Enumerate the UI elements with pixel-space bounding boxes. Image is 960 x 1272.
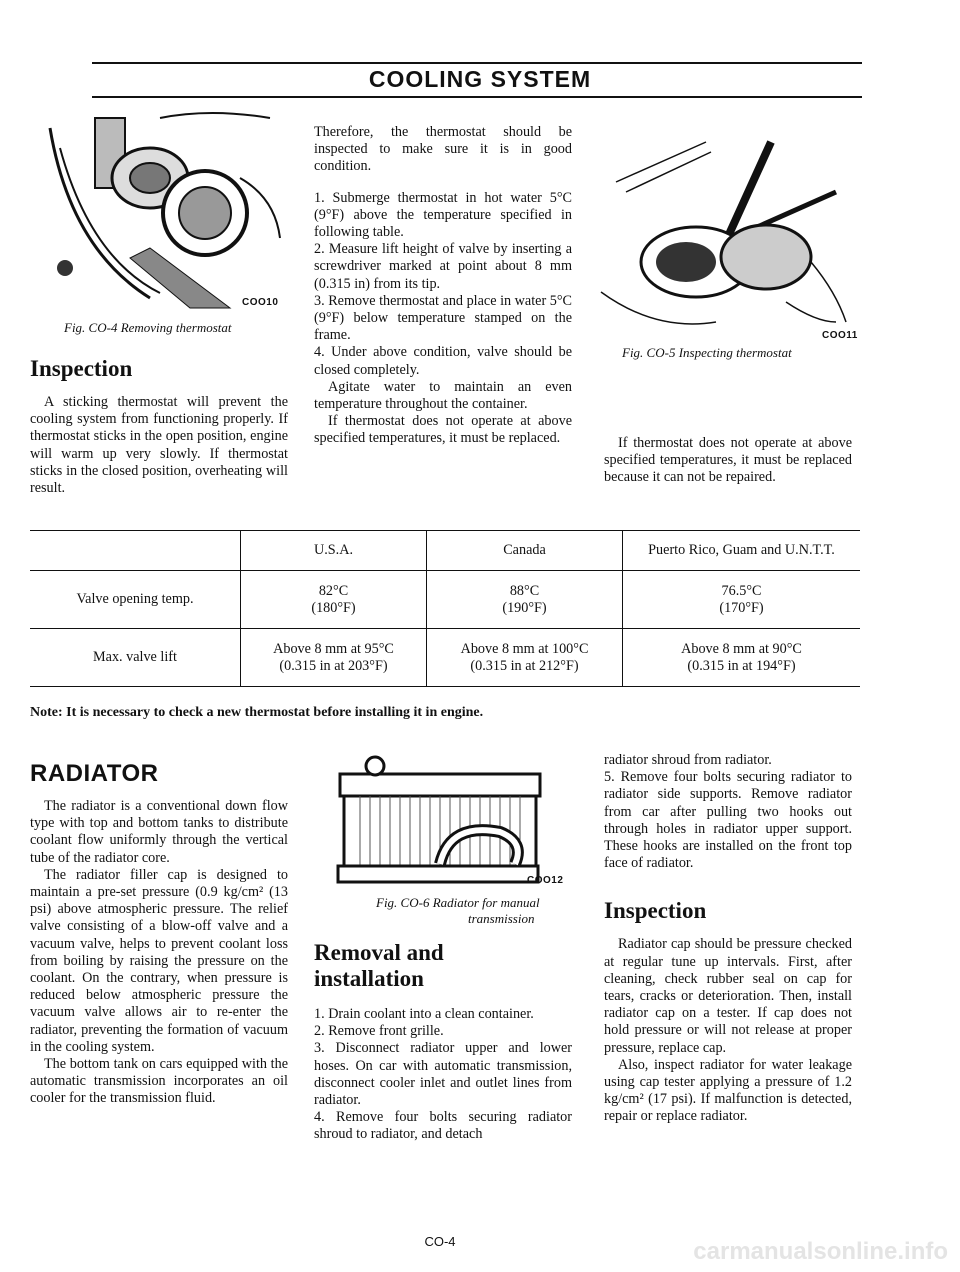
section-heading: Removal and — [314, 940, 444, 965]
table-value: (180°F) — [311, 599, 356, 616]
table-cell — [623, 629, 861, 687]
table-cell — [241, 629, 427, 687]
watermark: carmanualsonline.info — [693, 1238, 948, 1265]
table-value: 76.5°C — [721, 582, 762, 599]
step: 3. Disconnect radiator upper and lower hoses. On car with automatic transmission, disconnect cooler inlet and outlet lines from radiator. — [314, 1040, 572, 1109]
page-number: CO-4 — [424, 1234, 456, 1249]
page-title: COOLING SYSTEM — [368, 66, 592, 92]
paragraph: A sticking thermostat will prevent the cooling system from functioning properly. If thermostat sticks in the open position, engine will warm up very slowly. If thermostat sticks in the closed position, overheating will result. — [30, 394, 288, 497]
header-rule-top — [92, 62, 862, 64]
table-cell: Valve opening temp. — [76, 591, 194, 607]
paragraph: The bottom tank on cars equipped with the automatic transmission incorporates an oil cooler for the transmission fluid. — [30, 1056, 288, 1107]
figure-code: COO12 — [527, 875, 564, 886]
figure-caption: Fig. CO-6 Radiator for manual — [376, 895, 540, 910]
table-value: (0.315 in at 212°F) — [470, 657, 579, 674]
table-row — [30, 629, 860, 687]
step: 4. Under above condition, valve should be closed completely. — [314, 344, 572, 378]
paragraph: The radiator is a conventional down flow type with top and bottom tanks to distribute coolant flow uniformly through the vertical tube of the radiator core. — [30, 798, 288, 866]
table-value: (0.315 in at 203°F) — [279, 657, 388, 674]
figure-code: COO10 — [242, 297, 279, 308]
paragraph: Agitate water to maintain an even temperature throughout the container. — [314, 378, 572, 413]
table-value: (0.315 in at 194°F) — [687, 657, 796, 674]
paragraph: The radiator filler cap is designed to maintain a pre-set pressure (0.9 kg/cm² (13 psi) above atmospheric pressure. The relief valve consisting of a blow-off valve and a vacuum valve, helps to prevent coolant loss from boiling by raising the pressure on the coolant. On the contrary, when pressure is reduced below atmospheric pressure the vacuum valve allows air to re-enter the radiator, preventing the formation of vacuum in the cooling system. — [30, 866, 288, 1055]
step: 2. Measure lift height of valve by inserting a screwdriver marked at point about 8 mm (0.315 in) from its tip. — [314, 241, 572, 292]
step: 5. Remove four bolts securing radiator to radiator side supports. Remove radiator from car after pulling two hooks out through holes in radiator upper support. These hooks are installed on the front top face of radiator. — [604, 769, 852, 872]
table-header: Canada — [427, 531, 623, 571]
paragraph: Also, inspect radiator for water leakage using cap tester applying a pressure of 1.2 kg/cm² (17 psi). If malfunction is detected, repair or replace radiator. — [604, 1056, 852, 1125]
paragraph: radiator shroud from radiator. — [604, 752, 772, 768]
table-value: Above 8 mm at 90°C — [681, 640, 802, 657]
inspection-section — [30, 356, 288, 497]
figure-caption: transmission — [468, 911, 535, 926]
radiator-description — [30, 798, 288, 1108]
header-rule-bottom — [92, 96, 862, 98]
figure-caption: Fig. CO-5 Inspecting thermostat — [622, 345, 792, 360]
table-cell — [241, 571, 427, 629]
table-value: Above 8 mm at 95°C — [273, 640, 394, 657]
figure-caption: Fig. CO-4 Removing thermostat — [64, 320, 232, 335]
table-value: 82°C — [318, 582, 349, 599]
table-value: (190°F) — [502, 599, 547, 616]
paragraph: Therefore, the thermostat should be inspected to make sure it is in good condition. — [314, 124, 572, 175]
table-cell: Max. valve lift — [93, 649, 177, 665]
thermostat-replace-note — [604, 435, 852, 487]
thermostat-steps — [314, 124, 572, 448]
section-heading: Inspection — [30, 356, 133, 381]
step: 4. Remove four bolts securing radiator shroud to radiator, and detach — [314, 1109, 572, 1143]
table-header: U.S.A. — [241, 531, 427, 571]
section-heading: installation — [314, 966, 424, 991]
thermostat-inspection-illustration — [596, 132, 866, 337]
radiator-removal-continued — [604, 752, 852, 1126]
table-header: Puerto Rico, Guam and U.N.T.T. — [623, 531, 861, 571]
table-cell — [427, 629, 623, 687]
table-cell — [623, 571, 861, 629]
thermostat-spec-table — [30, 530, 860, 687]
table-header-row — [30, 531, 860, 571]
step: 3. Remove thermostat and place in water 5°C (9°F) below temperature stamped on the frame. — [314, 292, 572, 344]
note-text: Note: It is necessary to check a new thermostat before installing it in engine. — [30, 705, 484, 720]
radiator-illustration — [330, 752, 545, 887]
step: 1. Drain coolant into a clean container. — [314, 1006, 534, 1022]
figure-code: COO11 — [822, 330, 858, 341]
step: 1. Submerge thermostat in hot water 5°C (9°F) above the temperature specified in following table. — [314, 189, 572, 241]
removal-section — [314, 940, 572, 1144]
table-cell — [427, 571, 623, 629]
section-heading: Inspection — [604, 898, 707, 924]
table-row — [30, 571, 860, 629]
paragraph: If thermostat does not operate at above specified temperatures, it must be replaced because it can not be repaired. — [604, 435, 852, 486]
table-value: Above 8 mm at 100°C — [460, 640, 589, 657]
table-header — [30, 531, 241, 571]
table-value: (170°F) — [719, 599, 764, 616]
paragraph: Radiator cap should be pressure checked at regular tune up intervals. First, after cleaning, check rubber seal on cap for tears, cracks or deterioration. Then, install radiator cap on a tester. If cap does not hold pressure or will not release at proper pressure, replace cap. — [604, 936, 852, 1056]
table-value: 88°C — [509, 582, 540, 599]
step: 2. Remove front grille. — [314, 1023, 444, 1040]
paragraph: If thermostat does not operate at above specified temperatures, it must be replaced. — [314, 413, 572, 447]
section-heading: RADIATOR — [30, 760, 159, 787]
thermostat-removal-illustration — [40, 108, 290, 313]
